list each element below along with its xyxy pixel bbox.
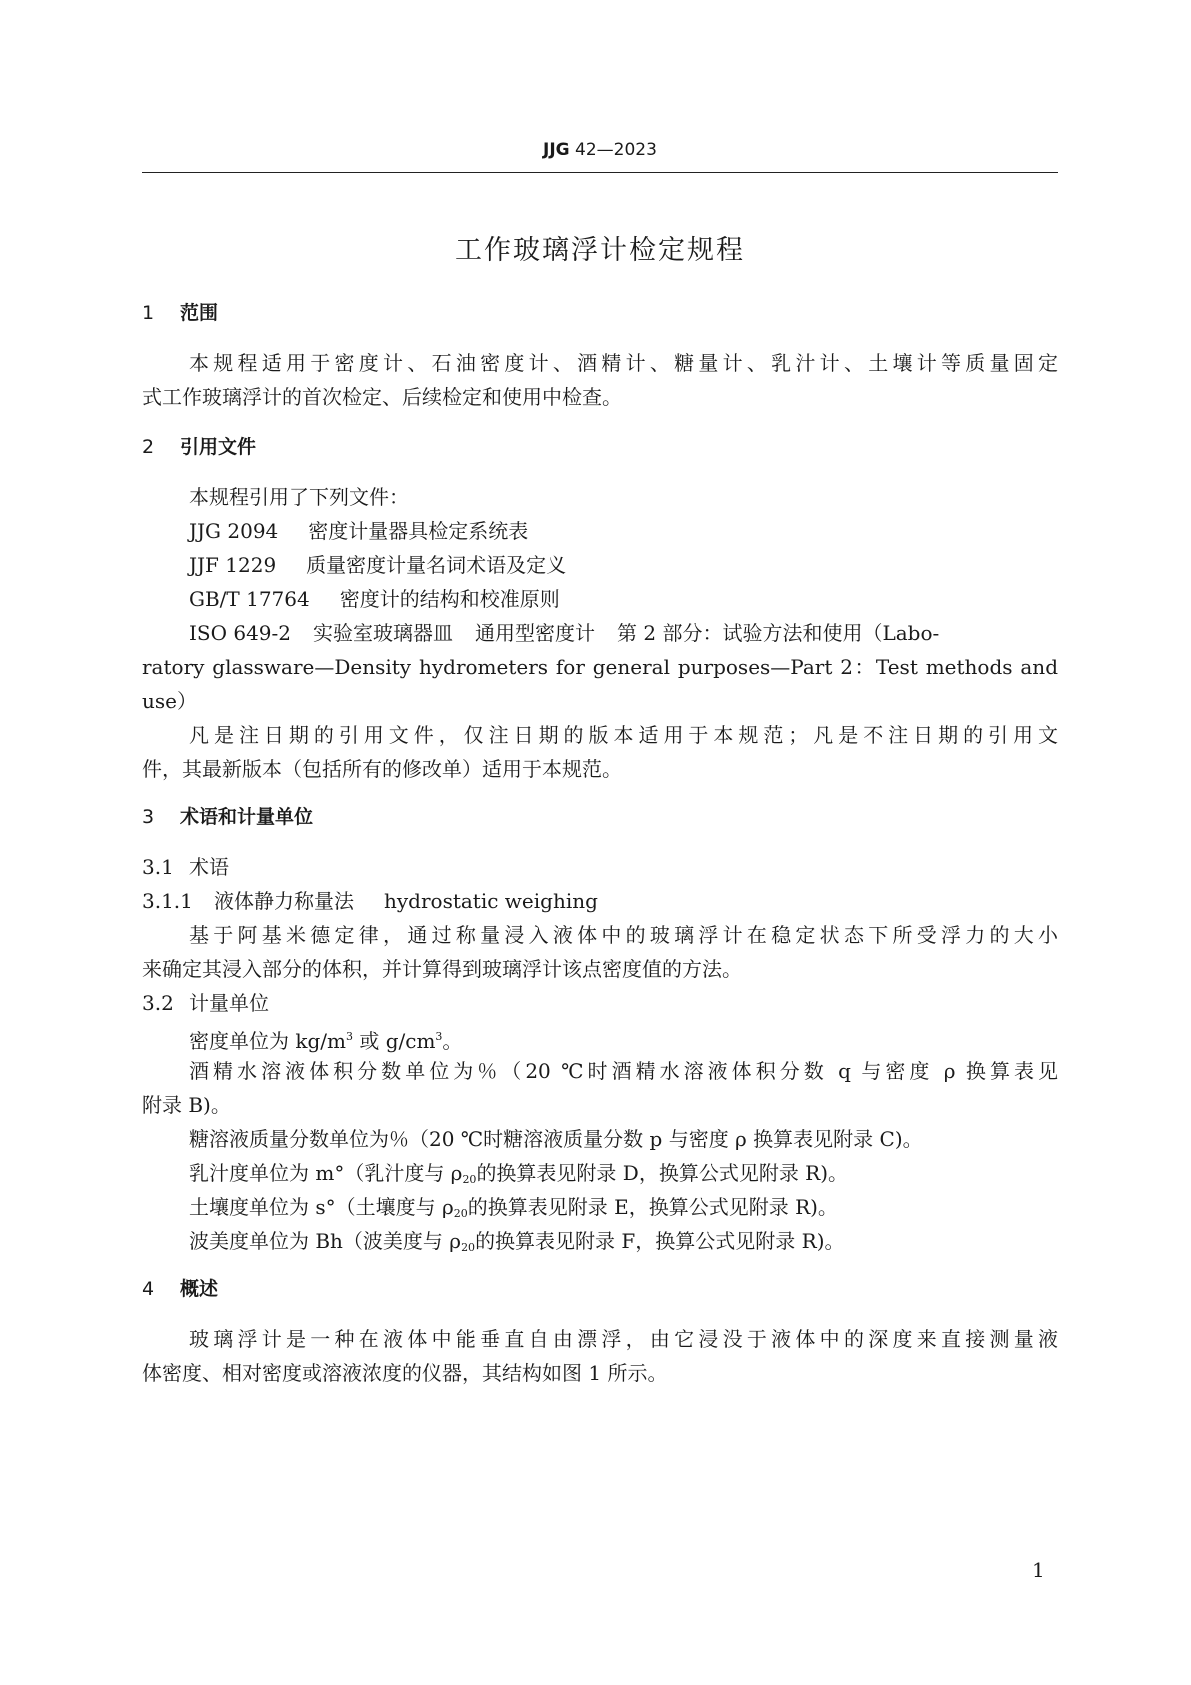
subsection-heading — [142, 850, 1058, 884]
section-2-heading — [142, 432, 256, 462]
section-4-heading — [142, 1274, 218, 1304]
unit-text: 密度单位为 kg/m — [189, 1029, 346, 1053]
header-rule — [142, 172, 1058, 173]
paragraph-line: 基于阿基米德定律，通过称量浸入液体中的玻璃浮计在稳定状态下所受浮力的大小 — [189, 923, 1058, 947]
document-title: 工作玻璃浮计检定规程 — [455, 235, 745, 266]
unit-text: 的换算表见附录 E，换算公式见附录 R)。 — [467, 1195, 838, 1219]
unit-text: 波美度单位为 Bh（波美度与 ρ — [189, 1229, 462, 1253]
section-number: 1 — [142, 302, 155, 324]
unit-text: 的换算表见附录 D，换算公式见附录 R)。 — [476, 1161, 849, 1185]
subsection-number: 3.2 — [142, 991, 174, 1015]
header-code-bold: JJG — [543, 140, 570, 160]
superscript: 3 — [345, 1030, 353, 1043]
subscript: 20 — [461, 1241, 476, 1254]
reference-name: 密度计的结构和校准原则 — [339, 587, 560, 611]
paragraph-line: 凡是注日期的引用文件，仅注日期的版本适用于本规范；凡是不注日期的引用文 — [189, 723, 1058, 747]
unit-line — [189, 1020, 1058, 1054]
paragraph-line: 玻璃浮计是一种在液体中能垂直自由漂浮，由它浸没于液体中的深度来直接测量液 — [189, 1327, 1058, 1351]
reference-name: 质量密度计量名词术语及定义 — [306, 553, 567, 577]
reference-name: 实验室玻璃器皿 — [313, 621, 454, 645]
reference-item — [189, 616, 1058, 650]
reference-item — [189, 548, 1058, 582]
section-number: 4 — [142, 1278, 155, 1300]
paragraph-line: 糖溶液质量分数单位为％（20 ℃时糖溶液质量分数 p 与密度 ρ 换算表见附录 C)。 — [189, 1127, 923, 1151]
unit-line — [189, 1156, 1058, 1190]
page-number: 1 — [1032, 1558, 1045, 1582]
paragraph-line: 附录 B)。 — [142, 1093, 231, 1117]
subsection-heading — [142, 986, 1058, 1020]
paragraph-line: ratory glassware—Density hydrometers for general purposes—Part 2：Test methods and — [142, 655, 1058, 679]
paragraph-line: 件，其最新版本（包括所有的修改单）适用于本规范。 — [142, 757, 622, 781]
section-title: 范围 — [180, 302, 219, 324]
paragraph-line: 本规程适用于密度计、石油密度计、酒精计、糖量计、乳汁计、土壤计等质量固定 — [189, 351, 1058, 375]
term-number: 3.1.1 — [142, 889, 193, 913]
unit-text: 土壤度单位为 s°（土壤度与 ρ — [189, 1195, 454, 1219]
reference-code: JJG 2094 — [189, 519, 279, 543]
reference-item — [189, 514, 1058, 548]
section-title: 概述 — [180, 1278, 219, 1300]
subsection-title: 术语 — [189, 855, 229, 879]
section-number: 2 — [142, 436, 155, 458]
reference-name: 密度计量器具检定系统表 — [308, 519, 529, 543]
unit-line — [189, 1190, 1058, 1224]
reference-name: 通用型密度计 — [475, 621, 596, 645]
reference-code: ISO 649-2 — [189, 621, 292, 645]
term-heading — [142, 884, 1058, 918]
unit-text: 乳汁度单位为 m°（乳汁度与 ρ — [189, 1161, 463, 1185]
term-name: 液体静力称量法 — [214, 889, 354, 913]
unit-line — [189, 1224, 1058, 1258]
paragraph-line: 本规程引用了下列文件： — [189, 485, 409, 509]
unit-text: 的换算表见附录 F，换算公式见附录 R)。 — [475, 1229, 845, 1253]
running-header — [142, 140, 1058, 160]
section-title: 引用文件 — [180, 436, 257, 458]
reference-name: 第 2 部分：试验方法和使用（Labo- — [617, 621, 940, 645]
section-3-heading — [142, 802, 313, 832]
subscript: 20 — [453, 1207, 468, 1220]
paragraph-line: 式工作玻璃浮计的首次检定、后续检定和使用中检查。 — [142, 385, 622, 409]
paragraph-line: use） — [142, 689, 197, 713]
unit-text: 。 — [442, 1029, 463, 1053]
section-number: 3 — [142, 806, 155, 828]
section-title: 术语和计量单位 — [180, 806, 314, 828]
section-1-heading — [142, 298, 218, 328]
term-english: hydrostatic weighing — [384, 889, 598, 913]
reference-code: GB/T 17764 — [189, 587, 310, 611]
subsection-title: 计量单位 — [189, 991, 269, 1015]
subscript: 20 — [462, 1173, 477, 1186]
reference-item — [189, 582, 1058, 616]
paragraph-line: 来确定其浸入部分的体积，并计算得到玻璃浮计该点密度值的方法。 — [142, 957, 742, 981]
paragraph-line: 体密度、相对密度或溶液浓度的仪器，其结构如图 1 所示。 — [142, 1361, 668, 1385]
superscript: 3 — [435, 1030, 443, 1043]
reference-code: JJF 1229 — [189, 553, 277, 577]
unit-text: 或 g/cm — [352, 1029, 436, 1053]
header-code-rest: 42—2023 — [569, 140, 657, 160]
subsection-number: 3.1 — [142, 855, 174, 879]
paragraph-line: 酒精水溶液体积分数单位为％（20 ℃时酒精水溶液体积分数 q 与密度 ρ 换算表见 — [189, 1059, 1058, 1083]
